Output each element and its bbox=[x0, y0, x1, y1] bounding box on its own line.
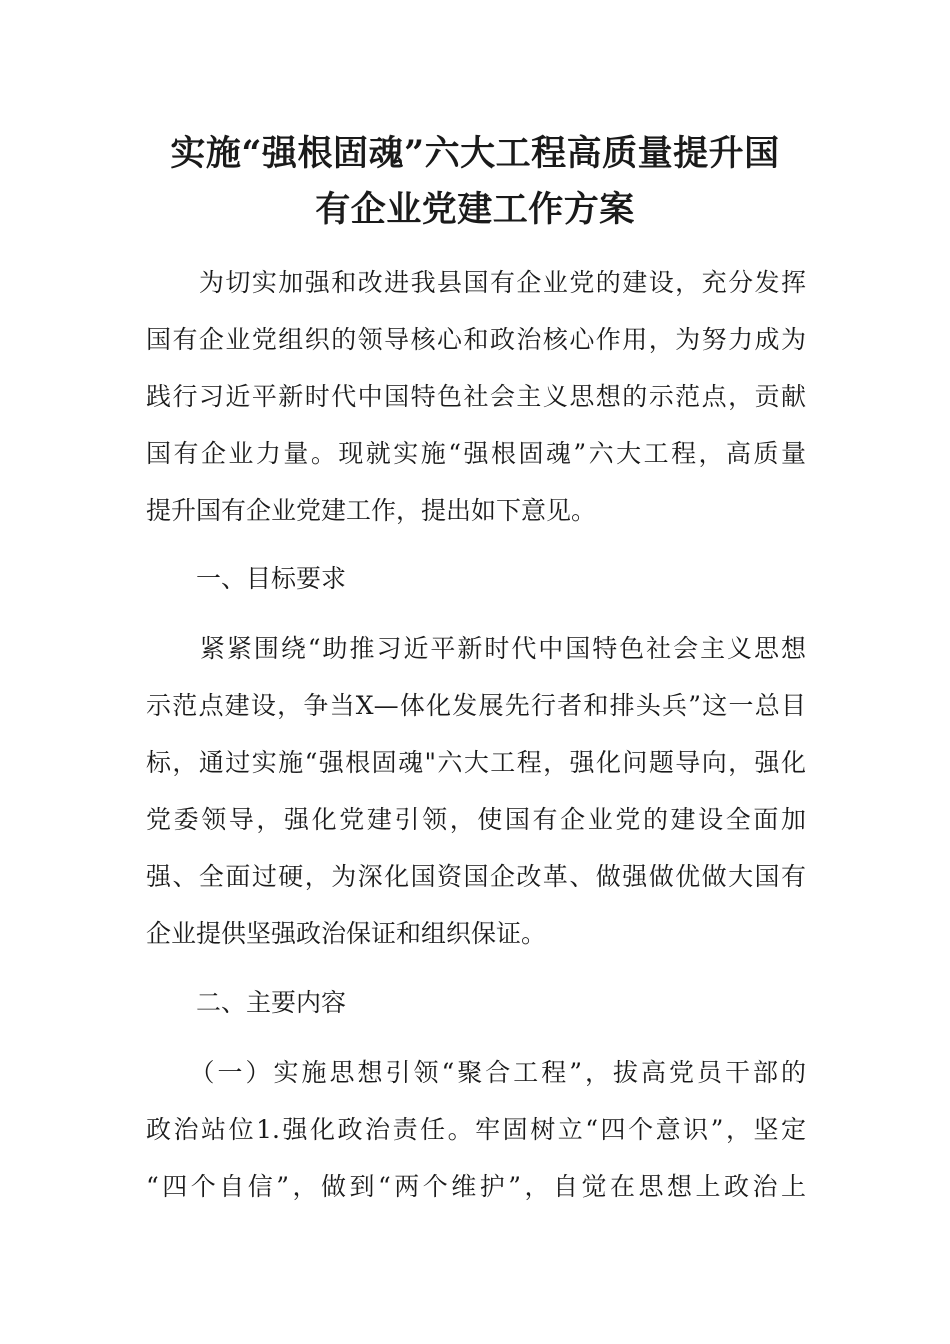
section1-line-5: 强、全面过硬，为深化国资国企改革、做强做优做大国有 bbox=[146, 862, 806, 891]
section1-line-6: 企业提供坚强政治保证和组织保证。 bbox=[146, 919, 547, 948]
section1-line-1: 紧紧围绕“助推习近平新时代中国特色社会主义思想 bbox=[146, 634, 806, 663]
section2-line-2: 政治站位1.强化政治责任。牢固树立“四个意识”，坚定 bbox=[146, 1115, 806, 1144]
intro-line-4: 国有企业力量。现就实施“强根固魂”六大工程，高质量 bbox=[146, 439, 806, 468]
section-heading-goals: 一、目标要求 bbox=[146, 564, 347, 593]
section1-line-2: 示范点建设，争当X—体化发展先行者和排头兵”这一总目 bbox=[146, 691, 806, 720]
section2-line-1: （一）实施思想引领“聚合工程”，拔高党员干部的 bbox=[146, 1058, 806, 1087]
intro-line-2: 国有企业党组织的领导核心和政治核心作用，为努力成为 bbox=[146, 325, 806, 354]
section-heading-content: 二、主要内容 bbox=[146, 988, 347, 1017]
document-title-line-1: 实施“强根固魂”六大工程高质量提升国 bbox=[170, 133, 780, 174]
intro-line-5: 提升国有企业党建工作，提出如下意见。 bbox=[146, 496, 597, 525]
intro-line-3: 践行习近平新时代中国特色社会主义思想的示范点，贡献 bbox=[146, 382, 806, 411]
section1-line-4: 党委领导，强化党建引领，使国有企业党的建设全面加 bbox=[146, 805, 806, 834]
section1-line-3: 标，通过实施“强根固魂"六大工程，强化问题导向，强化 bbox=[146, 748, 806, 777]
intro-line-1: 为切实加强和改进我县国有企业党的建设，充分发挥 bbox=[146, 268, 806, 297]
section2-line-3: “四个自信”，做到“两个维护”，自觉在思想上政治上 bbox=[146, 1172, 806, 1201]
document-title-line-2: 有企业党建工作方案 bbox=[315, 189, 635, 230]
